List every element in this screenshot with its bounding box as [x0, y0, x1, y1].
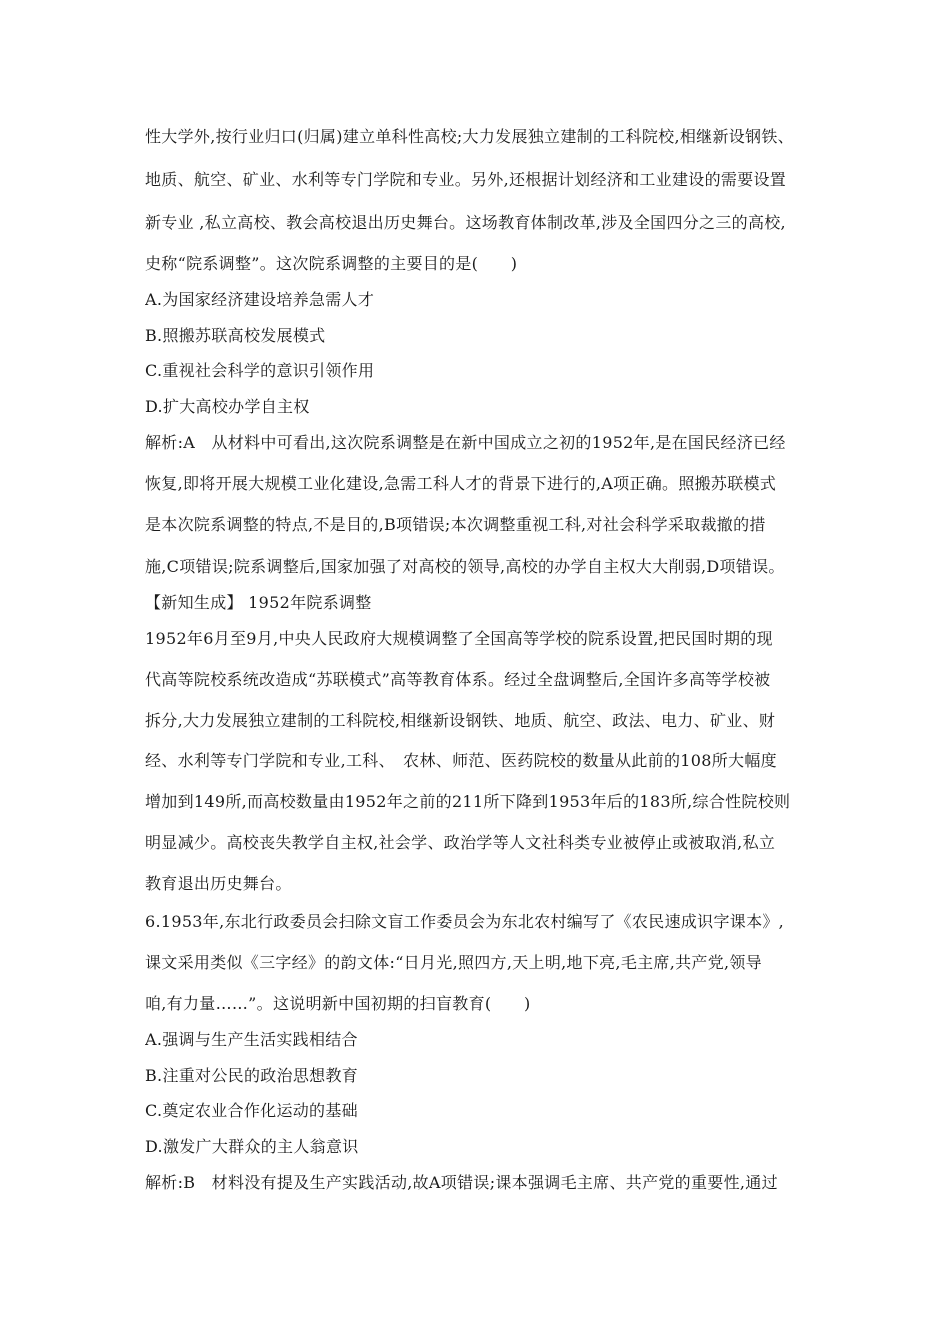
option-c: C.奠定农业合作化运动的基础	[145, 1101, 358, 1120]
text-line: 课文采用类似《三字经》的韵文体:“日月光,照四方,天上明,地下亮,毛主席,共产党,领导	[145, 953, 762, 972]
option-c: C.重视社会科学的意识引领作用	[145, 361, 375, 380]
text-line: 拆分,大力发展独立建制的工科院校,相继新设钢铁、地质、航空、政法、电力、矿业、财	[145, 711, 776, 730]
text-line: 恢复,即将开展大规模工业化建设,急需工科人才的背景下进行的,A项正确。照搬苏联模式	[145, 474, 777, 493]
question-6: 6.1953年,东北行政委员会扫除文盲工作委员会为东北农村编写了《农民速成识字课本》,	[145, 912, 785, 931]
text-line: 增加到149所,而高校数量由1952年之前的211所下降到1953年后的183所,综合性院校则	[145, 792, 791, 811]
option-b: B.注重对公民的政治思想教育	[145, 1066, 359, 1085]
text-line: 性大学外,按行业归口(归属)建立单科性高校;大力发展独立建制的工科院校,相继新设钢铁、	[145, 127, 794, 146]
answer-analysis: 解析:B 材料没有提及生产实践活动,故A项错误;课本强调毛主席、共产党的重要性,通过	[145, 1173, 778, 1192]
section-heading: 【新知生成】 1952年院系调整	[145, 593, 372, 612]
option-d: D.扩大高校办学自主权	[145, 397, 310, 416]
text-line: 教育退出历史舞台。	[145, 874, 292, 893]
text-line: 是本次院系调整的特点,不是目的,B项错误;本次调整重视工科,对社会科学采取裁撤的措	[145, 515, 766, 534]
text-line: 地质、航空、矿业、水利等专门学院和专业。另外,还根据计划经济和工业建设的需要设置	[145, 170, 787, 189]
text-line: 新专业 ,私立高校、教会高校退出历史舞台。这场教育体制改革,涉及全国四分之三的高校,	[145, 213, 786, 232]
option-b: B.照搬苏联高校发展模式	[145, 326, 326, 345]
question-stem-end: 史称“院系调整”。这次院系调整的主要目的是( )	[145, 254, 518, 273]
text-line: 咱,有力量……”。这说明新中国初期的扫盲教育( )	[145, 994, 531, 1013]
option-d: D.激发广大群众的主人翁意识	[145, 1137, 359, 1156]
option-a: A.为国家经济建设培养急需人才	[145, 290, 375, 309]
option-a: A.强调与生产生活实践相结合	[145, 1030, 358, 1049]
text-line: 施,C项错误;院系调整后,国家加强了对高校的领导,高校的办学自主权大大削弱,D项错误。	[145, 557, 785, 576]
text-line: 明显减少。高校丧失教学自主权,社会学、政治学等人文社科类专业被停止或被取消,私立	[145, 833, 776, 852]
text-line: 1952年6月至9月,中央人民政府大规模调整了全国高等学校的院系设置,把民国时期的现	[145, 629, 773, 648]
text-line: 代高等院校系统改造成“苏联模式”高等教育体系。经过全盘调整后,全国许多高等学校被	[145, 670, 771, 689]
text-line: 经、水利等专门学院和专业,工科、 农林、师范、医药院校的数量从此前的108所大幅度	[145, 751, 777, 770]
answer-analysis: 解析:A 从材料中可看出,这次院系调整是在新中国成立之初的1952年,是在国民经济已经	[145, 433, 786, 452]
